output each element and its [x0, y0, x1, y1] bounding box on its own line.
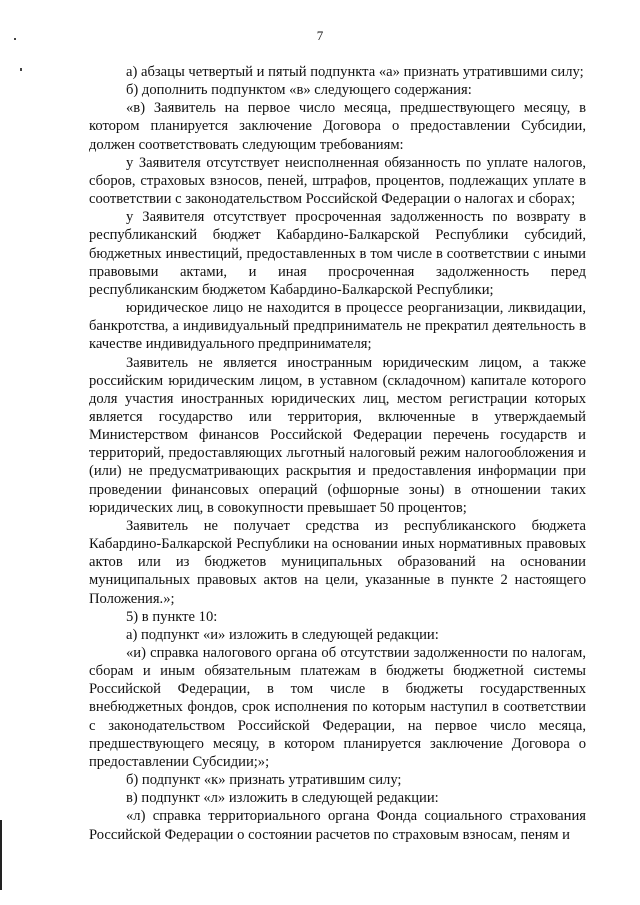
paragraph: Заявитель не получает средства из республиканского бюджета Кабардино-Балкарской Республики на основании иных нормативных правовых актов или из бюджетов муниципальных образований на основании муниципальных правовых актов на цели, указанные в пункте 2 настоящего Положения.»;: [89, 517, 586, 607]
paragraph: а) абзацы четвертый и пятый подпункта «а» признать утратившими силу;: [126, 64, 584, 80]
paragraph: «и) справка налогового органа об отсутствии задолженности по налогам, сборам и иным обязательным платежам в бюджеты бюджетной системы Российской Федерации, в том числе в бюджеты государственных внебюджетных фондов, срок исполнения по которым наступил в соответствии с законодательством Российской Федерации, на первое число месяца, предшествующего месяцу, в котором планируется заключение Договора о предоставлении Субсидии;»;: [89, 645, 586, 770]
paragraph: у Заявителя отсутствует просроченная задолженность по возврату в республиканский бюджет Кабардино-Балкарской Республики субсидий, бюджетных инвестиций, предоставленных в том числе в соответствии с иными правовыми актами, и иная просроченная задолженность перед республиканским бюджетом Кабардино-Балкарской Республики;: [89, 209, 586, 298]
scan-mark-dot: [20, 68, 22, 71]
paragraph: в) подпункт «л» изложить в следующей редакции:: [126, 790, 439, 807]
document-body: [89, 63, 586, 844]
paragraph: а) подпункт «и» изложить в следующей редакции:: [126, 626, 439, 643]
paragraph: «л) справка территориального органа Фонда социального страхования Российской Федерации о состоянии расчетов по страховым взносам, пеням и: [89, 808, 586, 843]
paragraph: «в) Заявитель на первое число месяца, предшествующего месяцу, в котором планируется заключение Договора о предоставлении Субсидии, должен соответствовать следующим требованиям:: [89, 100, 586, 153]
paragraph: б) подпункт «к» признать утратившим силу;: [126, 772, 402, 789]
paragraph: юридическое лицо не находится в процессе реорганизации, ликвидации, банкротства, а индивидуальный предприниматель не прекратил деятельность в качестве индивидуального предпринимателя;: [89, 300, 586, 353]
paragraph: 5) в пункте 10:: [126, 608, 218, 625]
paragraph: Заявитель не является иностранным юридическим лицом, а также российским юридическим лицом, в уставном (складочном) капитале которого доля участия иностранных юридических лиц, местом регистрации которых является государство или территория, включенные в утверждаемый Министерством финансов Российской Федерации перечень государств и территорий, предоставляющих льготный налоговый режим налогообложения и (или) не предусматривающих раскрытия и предоставления информации при проведении финансовых операций (офшорные зоны) в отношении таких юридических лиц, в совокупности превышает 50 процентов;: [89, 354, 586, 516]
scan-edge-line: [0, 820, 2, 890]
page-number: 7: [316, 28, 324, 43]
paragraph: б) дополнить подпунктом «в» следующего содержания:: [126, 82, 472, 99]
paragraph: у Заявителя отсутствует неисполненная обязанность по уплате налогов, сборов, страховых взносов, пеней, штрафов, процентов, подлежащих уплате в соответствии с законодательством Российской Федерации о налогах и сборах;: [89, 154, 586, 208]
